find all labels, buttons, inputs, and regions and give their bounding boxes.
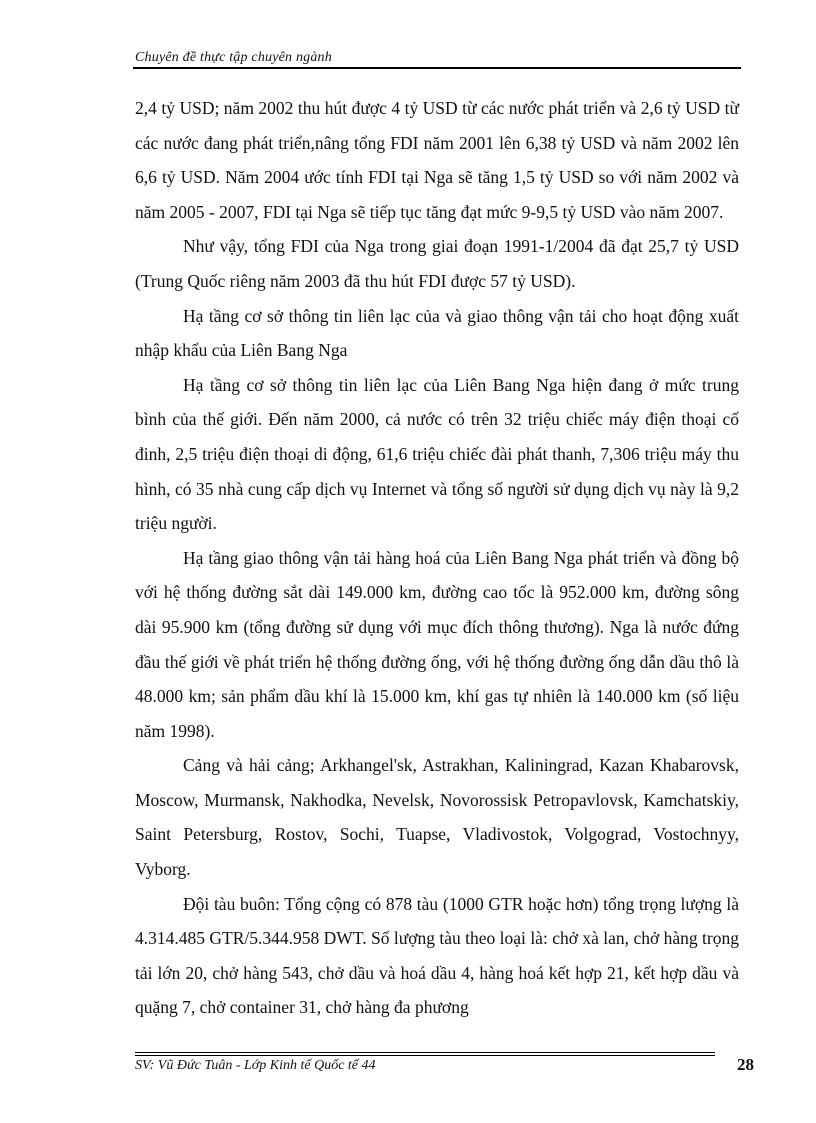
footer-author: SV: Vũ Đức Tuân - Lớp Kinh tế Quốc tế 44 (135, 1058, 376, 1073)
page-header: Chuyên đề thực tập chuyên ngành (135, 50, 332, 65)
body-text (135, 91, 739, 1025)
footer-rule (135, 1055, 715, 1056)
paragraph: 2,4 tỷ USD; năm 2002 thu hút được 4 tỷ USD từ các nước phát triển và 2,6 tỷ USD từ các nước đang phát triển,nâng tổng FDI năm 2001 lên 6,38 tỷ USD và năm 2002 lên 6,6 tỷ USD. Năm 2004 ước tính FDI tại Nga sẽ tăng 1,5 tỷ USD so với năm 2002 và năm 2005 - 2007, FDI tại Nga sẽ tiếp tục tăng đạt mức 9-9,5 tỷ USD vào năm 2007. (135, 98, 739, 222)
header-rule (133, 67, 741, 69)
paragraph: Hạ tầng giao thông vận tải hàng hoá của Liên Bang Nga phát triển và đồng bộ với hệ thống đường sắt dài 149.000 km, đường cao tốc là 952.000 km, đường sông dài 95.900 km (tổng đường sử dụng với mục đích thông thương). Nga là nước đứng đầu thế giới về phát triển hệ thống đường ống, với hệ thống đường ống dẫn dầu thô là 48.000 km; sản phẩm dầu khí là 15.000 km, khí gas tự nhiên là 140.000 km (số liệu năm 1998). (135, 547, 739, 741)
paragraph: Đội tàu buôn: Tổng cộng có 878 tàu (1000 GTR hoặc hơn) tổng trọng lượng là 4.314.485 GTR/5.344.958 DWT. Số lượng tàu theo loại là: chở xà lan, chở hàng trọng tải lớn 20, chở hàng 543, chở dầu và hoá dầu 4, hàng hoá kết hợp 21, kết hợp dầu và quặng 7, chở container 31, chở hàng đa phương (135, 893, 739, 1018)
footer-rule (135, 1052, 715, 1053)
page-number: 28 (737, 1055, 754, 1074)
paragraph: Cảng và hải cảng; Arkhangel'sk, Astrakhan, Kaliningrad, Kazan Khabarovsk, Moscow, Murmansk, Nakhodka, Nevelsk, Novorossisk Petropavlovsk, Kamchatskiy, Saint Petersburg, Rostov, Sochi, Tuapse, Vladivostok, Volgograd, Vostochnyy, Vyborg. (135, 755, 739, 880)
paragraph: Hạ tầng cơ sở thông tin liên lạc của và giao thông vận tải cho hoạt động xuất nhập khẩu của Liên Bang Nga (135, 305, 739, 361)
paragraph: Như vậy, tổng FDI của Nga trong giai đoạn 1991-1/2004 đã đạt 25,7 tỷ USD (Trung Quốc riêng năm 2003 đã thu hút FDI được 57 tỷ USD). (135, 236, 739, 291)
paragraph: Hạ tầng cơ sở thông tin liên lạc của Liên Bang Nga hiện đang ở mức trung bình của thế giới. Đến năm 2000, cả nước có trên 32 triệu chiếc máy điện thoại cố đinh, 2,5 triệu điện thoại di động, 61,6 triệu chiếc đài phát thanh, 7,306 triệu máy thu hình, có 35 nhà cung cấp dịch vụ Internet và tổng số người sử dụng dịch vụ này là 9,2 triệu người. (135, 374, 739, 534)
